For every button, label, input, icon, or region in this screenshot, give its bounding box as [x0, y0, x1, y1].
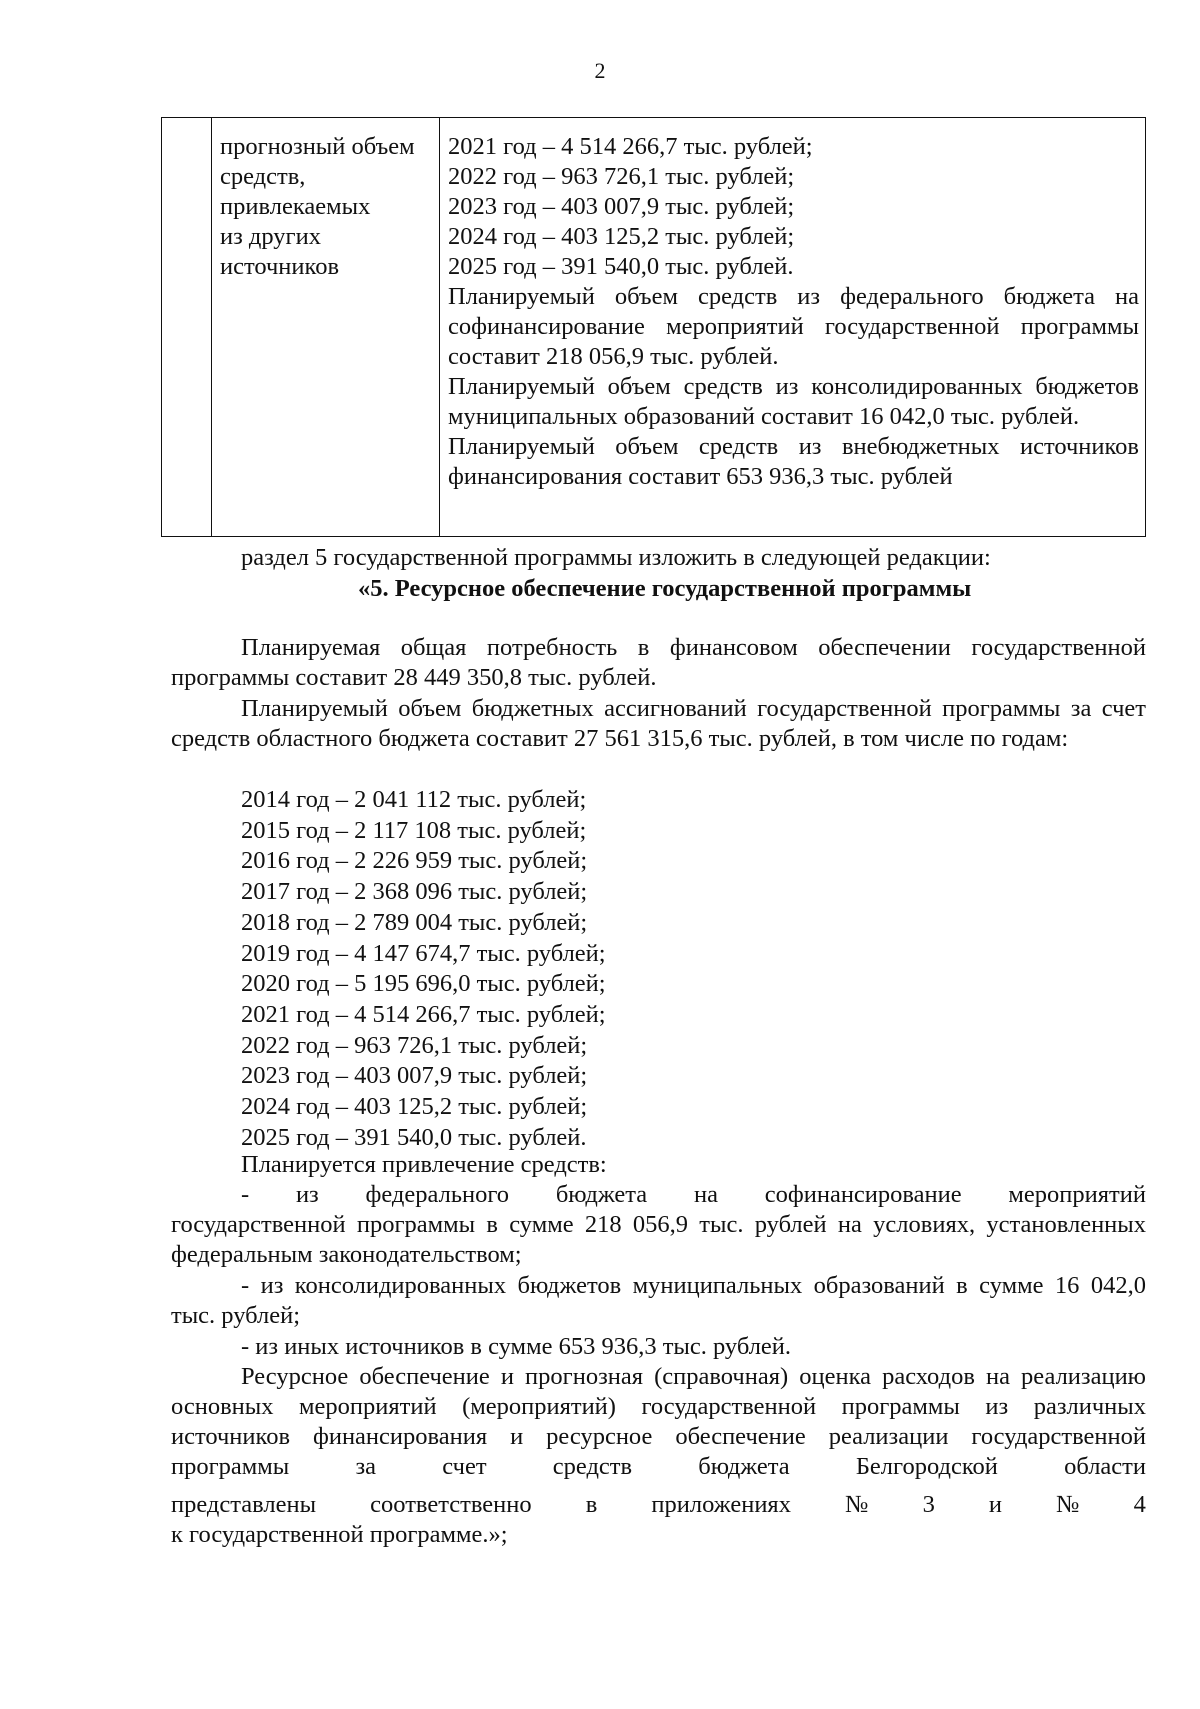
- federal-word: из: [295, 1181, 319, 1208]
- federal-word: на: [693, 1181, 718, 1208]
- resource-paragraph-end: к государственной программе.»;: [171, 1521, 508, 1548]
- federal-item-rest: государственной программы в сумме 218 056,9 тыс. рублей на условиях, установленных федеральным законодательством;: [171, 1211, 1146, 1268]
- table-empty-cell: [162, 118, 212, 537]
- list-item: 2022 год – 963 726,1 тыс. рублей;: [241, 1031, 588, 1059]
- label-line: из других: [220, 223, 321, 250]
- municipal-budget-paragraph: Планируемый объем средств из консолидированных бюджетов муниципальных образований составит 16 042,0 тыс. рублей.: [448, 373, 1139, 430]
- attraction-intro: Планируется привлечение средств:: [241, 1151, 607, 1178]
- passport-table: [161, 117, 1146, 537]
- table-row: [162, 118, 1146, 537]
- list-item: 2021 год – 4 514 266,7 тыс. рублей;: [241, 1000, 606, 1028]
- label-line: прогнозный объем: [220, 133, 415, 160]
- budget-years-list: [241, 785, 606, 1153]
- label-line: средств,: [220, 163, 306, 190]
- resource-word: 3: [922, 1491, 935, 1518]
- section-title: «5. Ресурсное обеспечение государственной программы: [358, 575, 972, 602]
- table-year-line: 2025 год – 391 540,0 тыс. рублей.: [448, 253, 794, 280]
- federal-word: софинансирование: [764, 1181, 962, 1208]
- resource-word: №: [1056, 1491, 1080, 1518]
- resource-paragraph: Ресурсное обеспечение и прогнозная (справочная) оценка расходов на реализацию основных мероприятий (мероприятий) государственной программы из различных источников финансирования и ресурсное обеспечение реализации государственной программы за счет средств бюджета Белгородской области: [171, 1363, 1146, 1480]
- list-item: 2019 год – 4 147 674,7 тыс. рублей;: [241, 939, 606, 967]
- list-item: 2017 год – 2 368 096 тыс. рублей;: [241, 878, 588, 906]
- table-year-line: 2021 год – 4 514 266,7 тыс. рублей;: [448, 133, 813, 160]
- resource-word: в: [585, 1491, 598, 1518]
- total-need-paragraph: Планируемая общая потребность в финансовом обеспечении государственной программы составит 28 449 350,8 тыс. рублей.: [171, 634, 1146, 691]
- table-values-cell: [440, 118, 1146, 537]
- federal-word: мероприятий: [1008, 1181, 1146, 1208]
- list-item: 2014 год – 2 041 112 тыс. рублей;: [241, 786, 587, 813]
- label-line: источников: [220, 253, 340, 280]
- list-item: 2018 год – 2 789 004 тыс. рублей;: [241, 908, 588, 936]
- label-line: привлекаемых: [220, 193, 371, 220]
- intro-line: раздел 5 государственной программы изложить в следующей редакции:: [241, 544, 991, 571]
- page-number: 2: [594, 58, 606, 83]
- federal-item-first-line: [241, 1180, 1146, 1210]
- resource-paragraph-last-line: [171, 1490, 1146, 1520]
- resource-word: приложениях: [651, 1491, 791, 1518]
- resource-word: и: [988, 1491, 1003, 1518]
- extrabudgetary-paragraph: Планируемый объем средств из внебюджетных источников финансирования составит 653 936,3 тыс. рублей: [448, 433, 1139, 490]
- federal-budget-paragraph: Планируемый объем средств из федерального бюджета на софинансирование мероприятий государственной программы составит 218 056,9 тыс. рублей.: [448, 283, 1139, 370]
- table-year-line: 2023 год – 403 007,9 тыс. рублей;: [448, 193, 795, 220]
- federal-word: бюджета: [555, 1181, 648, 1208]
- table-year-line: 2022 год – 963 726,1 тыс. рублей;: [448, 163, 795, 190]
- federal-word: федерального: [365, 1181, 510, 1208]
- list-item: 2025 год – 391 540,0 тыс. рублей.: [241, 1123, 587, 1151]
- table-label-cell: [212, 118, 440, 537]
- other-sources-item: - из иных источников в сумме 653 936,3 тыс. рублей.: [241, 1333, 792, 1360]
- federal-word: -: [241, 1181, 250, 1208]
- list-item: 2016 год – 2 226 959 тыс. рублей;: [241, 847, 588, 875]
- list-item: 2015 год – 2 117 108 тыс. рублей;: [241, 816, 587, 844]
- municipal-item: - из консолидированных бюджетов муниципальных образований в сумме 16 042,0 тыс. рублей;: [171, 1272, 1146, 1329]
- list-item: 2023 год – 403 007,9 тыс. рублей;: [241, 1062, 588, 1090]
- table-year-line: 2024 год – 403 125,2 тыс. рублей;: [448, 223, 795, 250]
- resource-word: 4: [1133, 1491, 1146, 1518]
- list-item: 2024 год – 403 125,2 тыс. рублей;: [241, 1093, 588, 1121]
- resource-word: соответственно: [370, 1491, 532, 1518]
- regional-budget-paragraph: Планируемый объем бюджетных ассигнований государственной программы за счет средств областного бюджета составит 27 561 315,6 тыс. рублей, в том числе по годам:: [171, 695, 1146, 752]
- list-item: 2020 год – 5 195 696,0 тыс. рублей;: [241, 970, 606, 998]
- resource-word: №: [845, 1491, 869, 1518]
- resource-word: представлены: [171, 1491, 317, 1518]
